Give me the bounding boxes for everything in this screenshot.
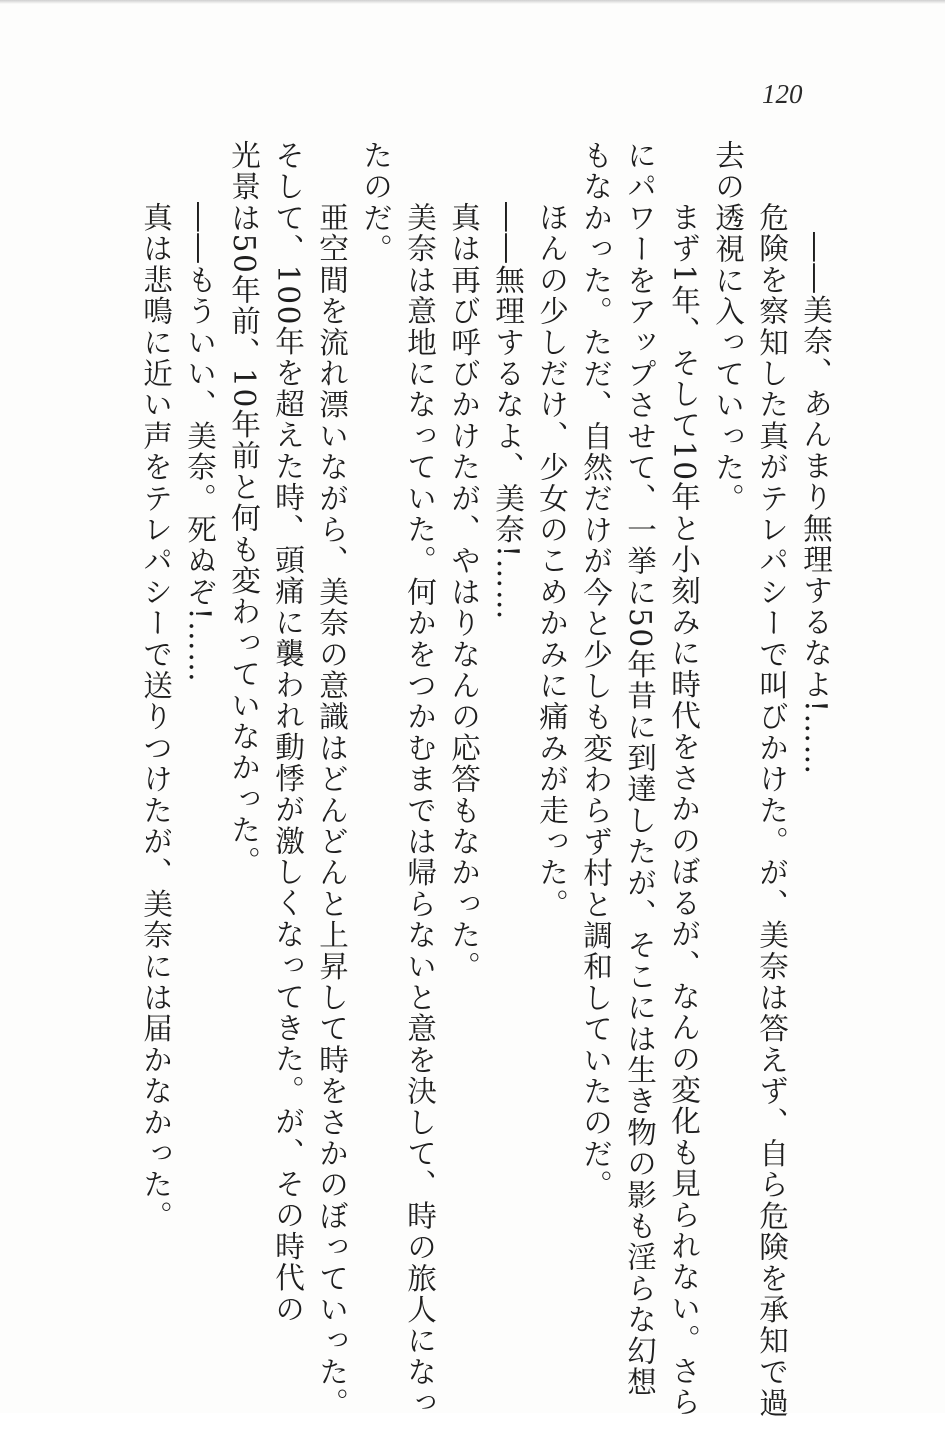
text-column-3: 去の透視に入っていった。: [711, 140, 745, 515]
page-number: 120: [762, 79, 803, 109]
text-column-6: もなかった。ただ、自然だけが今と少しも変わらず村と調和していたのだ。: [579, 140, 613, 1201]
text-column-12: 亜空間を流れ漂いながら、美奈の意識はどんどんと上昇して時をさかのぼっていった。: [315, 202, 349, 1419]
text-column-10: 美奈は意地になっていた。何かをつかむまでは帰らないと意を決して、時の旅人になっ: [403, 202, 437, 1419]
text-column-2: 危険を察知した真がテレパシーで叫びかけた。が、美奈は答えず、自ら危険を承知で過: [755, 202, 789, 1419]
text-column-4: まず1年、そして10年と小刻みに時代をさかのぼるが、なんの変化も見られない。さら: [667, 202, 701, 1418]
text-column-8: ――無理するなよ、美奈!……: [491, 202, 525, 622]
text-column-15: ――もういい、美奈。死ぬぞ!……: [183, 202, 217, 684]
text-column-13: そして、100年を超えた時、頭痛に襲われ動悸が激しくなってきた。が、その時代の: [271, 140, 305, 1325]
text-column-11: たのだ。: [359, 140, 393, 265]
text-column-1: ――美奈、あんまり無理するなよ!……: [799, 232, 833, 776]
text-column-16: 真は悲鳴に近い声をテレパシーで送りつけたが、美奈には届かなかった。: [139, 202, 173, 1232]
text-column-14: 光景は50年前、10年前と何も変わっていなかった。: [227, 140, 261, 877]
text-column-5: にパワーをアップさせて、一挙に50年昔に到達したが、そこには生き物の影も淫らな幻想: [623, 140, 657, 1398]
text-column-7: ほんの少しだけ、少女のこめかみに痛みが走った。: [535, 202, 569, 920]
text-column-9: 真は再び呼びかけたが、やはりなんの応答もなかった。: [447, 202, 481, 982]
page-top-edge: [0, 0, 945, 4]
